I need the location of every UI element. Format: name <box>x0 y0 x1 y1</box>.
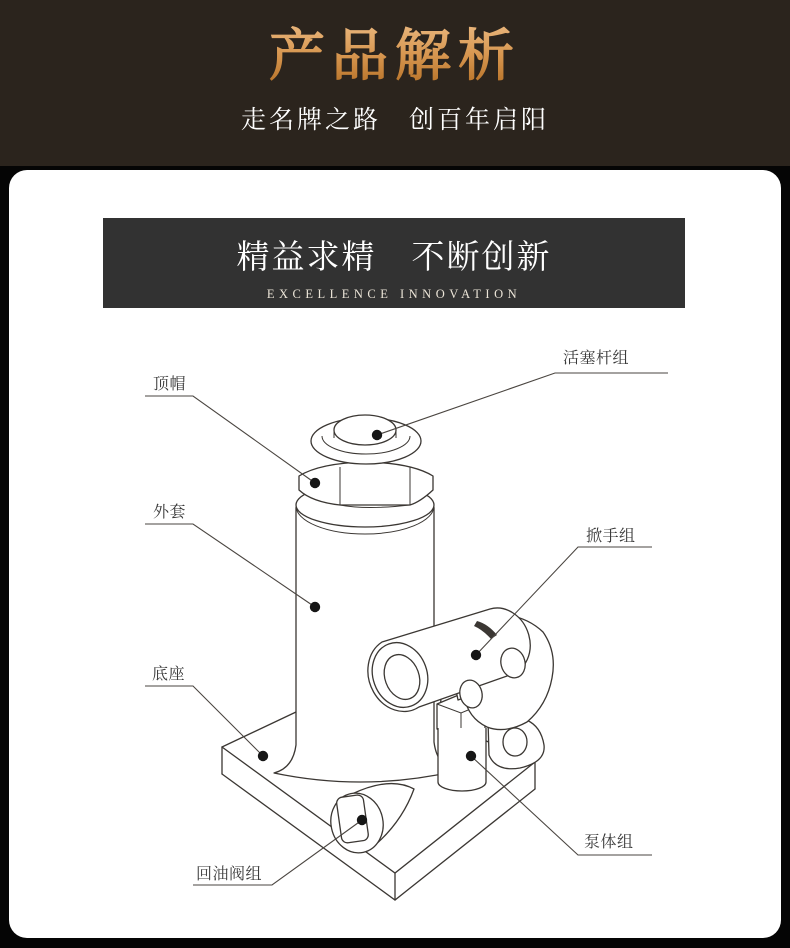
piston-saddle <box>311 415 421 464</box>
page-subtitle: 走名牌之路 创百年启阳 <box>240 106 549 134</box>
label-handle-assembly: 掀手组 <box>586 528 636 545</box>
slogan-title: 精益求精 不断创新 <box>236 238 552 275</box>
slogan-subtitle-en: EXCELLENCE INNOVATION <box>266 287 522 301</box>
label-base: 底座 <box>152 666 186 683</box>
label-pump-body-assembly: 泵体组 <box>584 834 634 851</box>
label-top-cap: 顶帽 <box>153 376 187 393</box>
hero-header <box>0 0 790 166</box>
label-piston-rod-assembly: 活塞杆组 <box>563 350 630 367</box>
slogan-banner <box>103 218 685 308</box>
label-oil-return-valve: 回油阀组 <box>196 866 263 883</box>
product-diagram <box>0 330 790 938</box>
label-outer-sleeve: 外套 <box>153 504 187 521</box>
page-title: 产品解析 <box>269 12 521 92</box>
oil-return-valve <box>325 784 414 858</box>
